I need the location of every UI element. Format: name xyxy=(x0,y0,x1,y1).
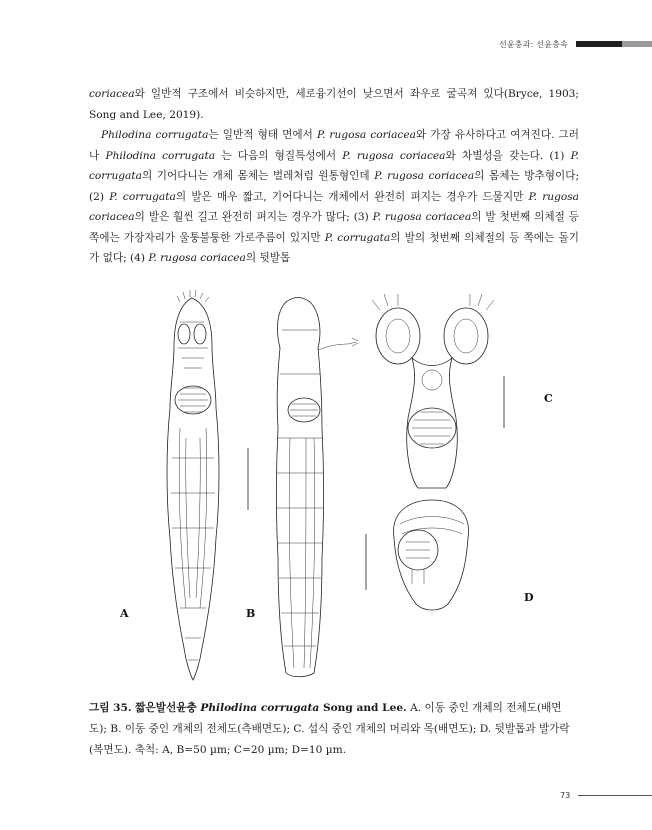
text-run: 와 차별성을 갖는다. (1) xyxy=(445,149,571,162)
caption-lead xyxy=(89,702,407,714)
drawing-a xyxy=(167,290,248,680)
caption-species-name: Philodina corrugata xyxy=(200,702,320,714)
text-run: 와 가장 유사하다고 여겨진다. 그러나 xyxy=(89,129,580,162)
text-run: 와 일반적 구조에서 비슷하지만, 세로융기선이 낮으면서 좌우로 굴곡져 있다(Bryce, 1903; Song and Lee, 2019). xyxy=(89,88,579,121)
text-run: 의 발의 첫번째 의체절의 등 쪽에는 돌기가 없다; (4) xyxy=(89,231,579,264)
species-name: P. rugosa coriacea xyxy=(89,190,580,223)
paragraph-1 xyxy=(89,84,579,125)
paragraph-2 xyxy=(89,125,579,269)
drawing-b xyxy=(277,298,359,677)
species-name: Philodina corrugata xyxy=(101,129,209,141)
text-run: 의 발은 매우 짧고, 기어다니는 개체에서 완전히 펴지는 경우가 드물지만 xyxy=(175,190,529,203)
drawing-d xyxy=(366,500,469,610)
text-run: 의 발은 훨씬 길고 완전히 펴지는 경우가 많다; (3) xyxy=(134,211,373,223)
running-header-title: 선윤충과: 선윤충속 xyxy=(498,39,568,49)
text-run: 의 발 첫번째 의체절 등 쪽에는 가장자리가 울퉁불퉁한 가로주름이 있지만 xyxy=(89,211,579,244)
text-run: 의 뒷발톱 xyxy=(245,252,291,264)
body-text xyxy=(89,84,579,269)
species-name: Philodina corrugata xyxy=(105,149,216,162)
species-name: P. rugosa coriacea xyxy=(342,149,446,162)
rotifer-illustration xyxy=(100,288,580,688)
label-c: C xyxy=(544,392,553,405)
text-run: 의 몸체는 방추형이다; (2) xyxy=(89,170,580,203)
caption-figure-number: 그림 35. 짧은발선윤충 xyxy=(89,702,201,714)
header-bar-grey xyxy=(622,41,652,47)
species-name: coriacea xyxy=(89,88,135,100)
page-footer xyxy=(560,791,652,800)
label-b: B xyxy=(246,607,256,620)
species-name: P. corrugata xyxy=(109,190,176,203)
species-name: P. rugosa coriacea xyxy=(316,129,416,141)
drawing-c xyxy=(372,294,504,488)
species-name: P. rugosa coriacea xyxy=(372,211,472,223)
running-header xyxy=(499,38,652,50)
footer-rule xyxy=(578,795,652,796)
figure-caption xyxy=(89,698,579,761)
text-run: 는 일반적 형태 면에서 xyxy=(208,129,317,141)
species-name: P. corrugata xyxy=(324,231,391,244)
text-run: 의 기어다니는 개체 몸체는 벌레처럼 원통형인데 xyxy=(141,170,375,182)
label-a: A xyxy=(120,607,129,620)
label-d: D xyxy=(524,591,534,604)
text-run: 는 다음의 형질특성에서 xyxy=(215,149,343,162)
species-name: P. corrugata xyxy=(89,149,580,182)
species-name: P. rugosa coriacea xyxy=(374,170,475,182)
figure-35 xyxy=(100,288,580,688)
caption-body: A. 이동 중인 개체의 전체도(배면도); B. 이동 중인 개체의 전체도(측배면도); C. 섭식 중인 개체의 머리와 목(배면도); D. 뒷발톱과 발가락(복면도). 축척: A, B=50 µm; C=20 µm; D=10 µm. xyxy=(89,702,570,756)
page-number: 73 xyxy=(560,791,571,800)
header-bar-dark xyxy=(576,41,622,47)
species-name: P. rugosa coriacea xyxy=(148,252,246,264)
caption-authority: Song and Lee. xyxy=(319,702,407,714)
